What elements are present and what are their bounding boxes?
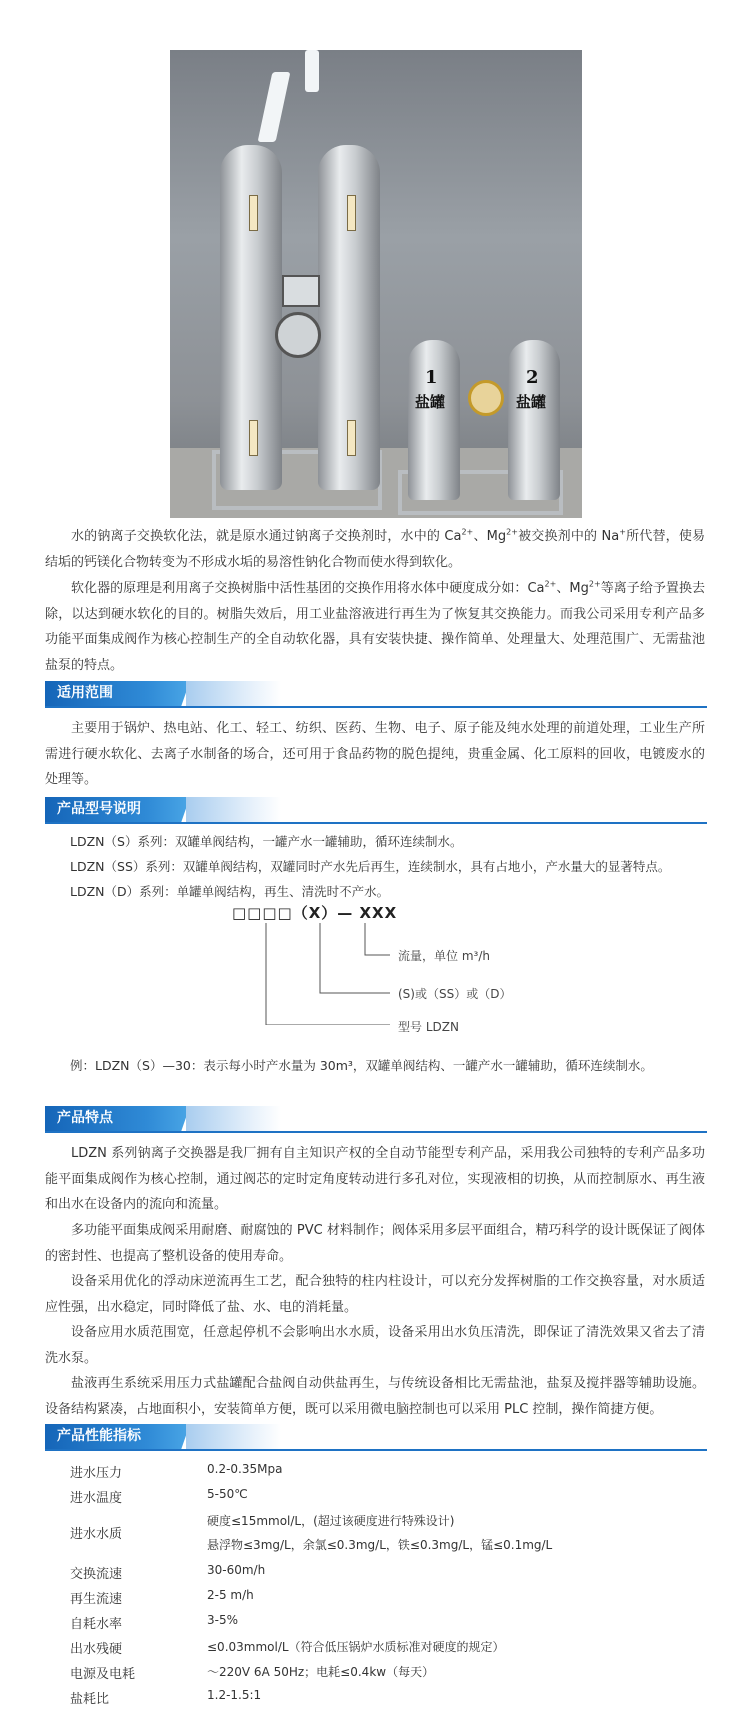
diagram-label-flow: 流量，单位 m³/h [398,949,490,963]
spec-key: 进水压力 [70,1466,123,1481]
section-header-scope [45,681,707,709]
section-header-specs [45,1424,707,1452]
features-paragraph-4: 设备应用水质范围宽，任意起停机不会影响出水水质，设备采用出水负压清洗，即保证了清洗效果又省去了清洗水泵。 [45,1325,705,1366]
spec-value: 5-50℃ [207,1487,248,1501]
model-code-diagram [230,905,560,1025]
spec-key: 进水温度 [70,1491,123,1506]
tank-label-2: 2 [526,367,539,388]
scope-paragraph: 主要用于锅炉、热电站、化工、轻工、纺织、医药、生物、电子、原子能及纯水处理的前道处理，工业生产所需进行硬水软化、去离子水制备的场合，还可用于食品药物的脱色提纯，贵重金属、化工原料的回收，电镀废水的处理等。 [45,721,705,787]
spec-value-2: 悬浮物≤3mg/L，余氯≤0.3mg/L，铁≤0.3mg/L，锰≤0.1mg/L [207,1538,553,1552]
features-paragraph-2: 多功能平面集成阀采用耐磨、耐腐蚀的 PVC 材料制作；阀体采用多层平面组合，精巧科学的设计既保证了阀体的密封性、也提高了整机设备的使用寿命。 [45,1223,705,1264]
section-title: 产品性能指标 [57,1428,141,1444]
spec-value: 30-60m/h [207,1563,266,1577]
section-title: 产品型号说明 [57,801,141,817]
intro-paragraph-2: 软化器的原理是利用离子交换树脂中活性基团的交换作用将水体中硬度成分如：$Ca^{2+}$、$Mg^{2+}$等离子给予置换去除，以达到硬水软化的目的。树脂失效后，用工业盐溶液进行再生为了恢复其交换能力。而我公司采用专利产品多功能平面集成阀作为核心控制生产的全自动软化器，具有安装快捷、操作简单、处理量大、处理范围广、无需盐池盐泵的特点。 [45,579,706,673]
model-line-d: LDZN（D）系列：单罐单阀结构，再生、清洗时不产水。 [70,884,390,899]
spec-value: 硬度≤15mmol/L，(超过该硬度进行特殊设计) [207,1514,455,1528]
spec-key: 出水残硬 [70,1642,123,1657]
spec-value: 3-5% [207,1613,239,1627]
spec-value: ≤0.03mmol/L（符合低压锅炉水质标准对硬度的规定） [207,1640,505,1654]
features-paragraph-3: 设备采用优化的浮动床逆流再生工艺，配合独特的柱内柱设计，可以充分发挥树脂的工作交换容量，对水质适应性强，出水稳定，同时降低了盐、水、电的消耗量。 [45,1274,705,1315]
spec-key: 交换流速 [70,1567,123,1582]
model-line-ss: LDZN（SS）系列：双罐单阀结构，双罐同时产水先后再生，连续制水，具有占地小，产水量大的显著特点。 [70,859,671,874]
tank-text-2: 盐罐 [516,393,547,411]
features-paragraph-5: 盐液再生系统采用压力式盐罐配合盐阀自动供盐再生，与传统设备相比无需盐池，盐泵及搅拌器等辅助设施。设备结构紧凑，占地面积小，安装简单方便，既可以采用微电脑控制也可以采用 PLC 控制，操作简捷方便。 [45,1376,705,1417]
spec-value: ～220V 6A 50Hz；电耗≤0.4kw（每天） [207,1665,435,1679]
model-code-template: □□□□（X）— XXX [232,904,398,922]
spec-value: 1.2-1.5:1 [207,1688,262,1702]
tank-text-1: 盐罐 [415,393,446,411]
spec-value: 2-5 m/h [207,1588,254,1602]
features-paragraph-1: LDZN 系列钠离子交换器是我厂拥有自主知识产权的全自动节能型专利产品，采用我公司独特的专利产品多功能平面集成阀作为核心控制，通过阀芯的定时定角度转动进行多孔对位，实现液相的切换，从而控制原水、再生液和出水在设备内的流向和流量。 [45,1146,705,1212]
intro-paragraph-1: 水的钠离子交换软化法，就是原水通过钠离子交换剂时，水中的 $Ca^{2+}$、$Mg^{2+}$被交换剂中的 Na+所代替，使易结垢的钙镁化合物转变为不形成水垢的易溶性钠化合物而使水得到软化。 [45,527,706,570]
section-header-features [45,1106,707,1134]
product-photo [170,50,582,518]
model-line-s: LDZN（S）系列：双罐单阀结构，一罐产水一罐辅助，循环连续制水。 [70,834,463,849]
model-example: 例：LDZN（S）—30：表示每小时产水量为 30m³，双罐单阀结构、一罐产水一罐辅助，循环连续制水。 [70,1058,653,1073]
spec-key: 自耗水率 [70,1617,123,1632]
diagram-label-model: 型号 LDZN [398,1020,459,1034]
section-title: 适用范围 [57,685,113,701]
spec-key: 进水水质 [70,1527,123,1542]
section-title: 产品特点 [57,1110,113,1126]
section-header-model [45,797,707,825]
diagram-label-series: (S)或（SS）或（D） [398,987,512,1001]
spec-key: 电源及电耗 [70,1667,136,1682]
spec-key: 盐耗比 [70,1692,110,1707]
spec-key: 再生流速 [70,1592,123,1607]
spec-value: 0.2-0.35Mpa [207,1462,283,1476]
tank-label-1: 1 [425,367,438,388]
